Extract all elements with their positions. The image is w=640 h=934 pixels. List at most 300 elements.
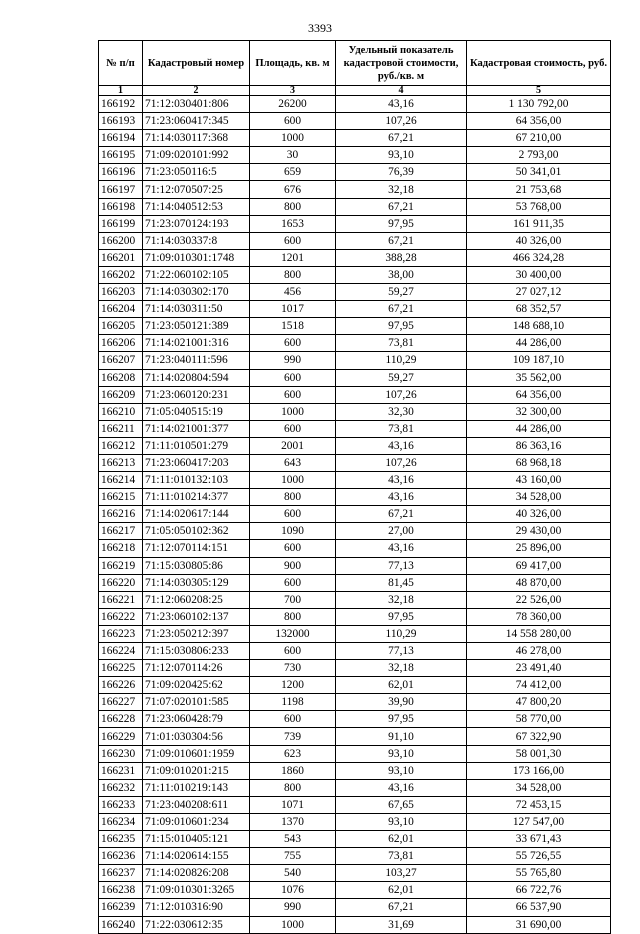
table-row	[99, 266, 611, 283]
cell-row-number: 166240	[99, 916, 143, 933]
cell-area: 600	[250, 386, 336, 403]
table-row	[99, 831, 611, 848]
cell-cadastral-value: 66 537,90	[467, 899, 611, 916]
cell-unit-rate: 77,13	[336, 557, 467, 574]
cell-row-number: 166209	[99, 386, 143, 403]
table-row	[99, 848, 611, 865]
cell-unit-rate: 107,26	[336, 454, 467, 471]
cell-unit-rate: 43,16	[336, 96, 467, 113]
table-row	[99, 301, 611, 318]
cell-unit-rate: 67,21	[336, 506, 467, 523]
cell-cadastral-number: 71:23:050121:389	[143, 318, 250, 335]
cell-row-number: 166198	[99, 198, 143, 215]
cell-unit-rate: 62,01	[336, 882, 467, 899]
cell-cadastral-value: 74 412,00	[467, 677, 611, 694]
table-row	[99, 728, 611, 745]
cell-unit-rate: 76,39	[336, 164, 467, 181]
table-row	[99, 899, 611, 916]
cell-unit-rate: 81,45	[336, 574, 467, 591]
cell-cadastral-value: 67 322,90	[467, 728, 611, 745]
cell-area: 1071	[250, 796, 336, 813]
cell-unit-rate: 43,16	[336, 437, 467, 454]
cell-area: 600	[250, 574, 336, 591]
cell-area: 540	[250, 865, 336, 882]
cell-row-number: 166227	[99, 694, 143, 711]
cell-cadastral-value: 173 166,00	[467, 762, 611, 779]
cell-cadastral-number: 71:09:010201:215	[143, 762, 250, 779]
header-cadastral-value: Кадастровая стоимость, руб.	[467, 41, 611, 86]
cell-area: 1017	[250, 301, 336, 318]
table-row	[99, 181, 611, 198]
cell-cadastral-value: 35 562,00	[467, 369, 611, 386]
cell-row-number: 166192	[99, 96, 143, 113]
cell-cadastral-number: 71:12:010316:90	[143, 899, 250, 916]
cell-area: 800	[250, 198, 336, 215]
table-row	[99, 454, 611, 471]
cell-cadastral-value: 22 526,00	[467, 591, 611, 608]
cell-area: 600	[250, 540, 336, 557]
cell-cadastral-number: 71:05:050102:362	[143, 523, 250, 540]
cell-area: 730	[250, 660, 336, 677]
cell-area: 600	[250, 232, 336, 249]
cell-area: 1000	[250, 472, 336, 489]
cell-row-number: 166201	[99, 249, 143, 266]
table-row	[99, 574, 611, 591]
cell-area: 1370	[250, 813, 336, 830]
cell-cadastral-value: 34 528,00	[467, 779, 611, 796]
cell-cadastral-number: 71:11:010132:103	[143, 472, 250, 489]
cell-area: 26200	[250, 96, 336, 113]
table-row	[99, 164, 611, 181]
cell-cadastral-number: 71:09:010601:234	[143, 813, 250, 830]
cell-row-number: 166232	[99, 779, 143, 796]
cell-cadastral-number: 71:14:021001:377	[143, 420, 250, 437]
cell-row-number: 166220	[99, 574, 143, 591]
cell-cadastral-number: 71:12:070507:25	[143, 181, 250, 198]
table-row	[99, 762, 611, 779]
cell-unit-rate: 32,30	[336, 403, 467, 420]
table-row	[99, 882, 611, 899]
cell-unit-rate: 103,27	[336, 865, 467, 882]
cell-unit-rate: 67,21	[336, 899, 467, 916]
cell-cadastral-number: 71:12:030401:806	[143, 96, 250, 113]
column-number: 4	[336, 86, 467, 96]
cell-area: 600	[250, 369, 336, 386]
table-row	[99, 489, 611, 506]
cell-cadastral-value: 27 027,12	[467, 284, 611, 301]
table-row	[99, 147, 611, 164]
cell-row-number: 166233	[99, 796, 143, 813]
cell-unit-rate: 93,10	[336, 762, 467, 779]
table-row	[99, 677, 611, 694]
cell-cadastral-number: 71:14:030302:170	[143, 284, 250, 301]
cell-cadastral-value: 148 688,10	[467, 318, 611, 335]
cell-area: 600	[250, 113, 336, 130]
cell-unit-rate: 93,10	[336, 147, 467, 164]
cell-unit-rate: 93,10	[336, 813, 467, 830]
cell-cadastral-value: 14 558 280,00	[467, 625, 611, 642]
cell-cadastral-number: 71:07:020101:585	[143, 694, 250, 711]
cell-area: 659	[250, 164, 336, 181]
cell-unit-rate: 67,21	[336, 232, 467, 249]
cell-row-number: 166228	[99, 711, 143, 728]
cell-row-number: 166223	[99, 625, 143, 642]
cell-cadastral-value: 33 671,43	[467, 831, 611, 848]
cell-unit-rate: 59,27	[336, 369, 467, 386]
cell-cadastral-number: 71:05:040515:19	[143, 403, 250, 420]
cell-cadastral-value: 466 324,28	[467, 249, 611, 266]
cell-cadastral-number: 71:09:020101:992	[143, 147, 250, 164]
cell-unit-rate: 59,27	[336, 284, 467, 301]
cell-unit-rate: 73,81	[336, 335, 467, 352]
cell-area: 900	[250, 557, 336, 574]
cell-area: 755	[250, 848, 336, 865]
cell-row-number: 166216	[99, 506, 143, 523]
cell-area: 543	[250, 831, 336, 848]
cell-cadastral-number: 71:23:050212:397	[143, 625, 250, 642]
cell-unit-rate: 107,26	[336, 113, 467, 130]
cell-cadastral-number: 71:14:020804:594	[143, 369, 250, 386]
cell-area: 600	[250, 420, 336, 437]
cell-row-number: 166208	[99, 369, 143, 386]
cell-cadastral-number: 71:23:070124:193	[143, 215, 250, 232]
cell-row-number: 166229	[99, 728, 143, 745]
cell-area: 1518	[250, 318, 336, 335]
cell-row-number: 166222	[99, 608, 143, 625]
column-number: 1	[99, 86, 143, 96]
cell-area: 800	[250, 489, 336, 506]
cell-cadastral-value: 29 430,00	[467, 523, 611, 540]
cell-cadastral-number: 71:14:030305:129	[143, 574, 250, 591]
cell-unit-rate: 110,29	[336, 625, 467, 642]
cell-unit-rate: 107,26	[336, 386, 467, 403]
cell-cadastral-number: 71:14:020826:208	[143, 865, 250, 882]
cell-unit-rate: 97,95	[336, 215, 467, 232]
cell-cadastral-value: 78 360,00	[467, 608, 611, 625]
cell-cadastral-number: 71:12:070114:26	[143, 660, 250, 677]
cell-row-number: 166237	[99, 865, 143, 882]
cell-cadastral-value: 46 278,00	[467, 643, 611, 660]
cell-cadastral-value: 72 453,15	[467, 796, 611, 813]
cell-cadastral-value: 44 286,00	[467, 335, 611, 352]
header-row-number: № п/п	[99, 41, 143, 86]
cell-cadastral-number: 71:15:030805:86	[143, 557, 250, 574]
cell-unit-rate: 67,21	[336, 130, 467, 147]
cell-cadastral-value: 64 356,00	[467, 386, 611, 403]
table-row	[99, 215, 611, 232]
cell-unit-rate: 77,13	[336, 643, 467, 660]
cell-cadastral-value: 40 326,00	[467, 232, 611, 249]
cell-cadastral-number: 71:14:030117:368	[143, 130, 250, 147]
cell-cadastral-value: 58 001,30	[467, 745, 611, 762]
cell-row-number: 166199	[99, 215, 143, 232]
cell-cadastral-number: 71:14:030311:50	[143, 301, 250, 318]
cell-unit-rate: 110,29	[336, 352, 467, 369]
table-row	[99, 96, 611, 113]
cell-row-number: 166224	[99, 643, 143, 660]
table-row	[99, 796, 611, 813]
table-row	[99, 540, 611, 557]
cell-cadastral-number: 71:15:010405:121	[143, 831, 250, 848]
cell-row-number: 166193	[99, 113, 143, 130]
table-row	[99, 506, 611, 523]
cell-cadastral-number: 71:11:010219:143	[143, 779, 250, 796]
cell-row-number: 166206	[99, 335, 143, 352]
cell-cadastral-number: 71:12:060208:25	[143, 591, 250, 608]
table-row	[99, 284, 611, 301]
cell-area: 456	[250, 284, 336, 301]
cell-unit-rate: 43,16	[336, 779, 467, 796]
cell-row-number: 166234	[99, 813, 143, 830]
cell-row-number: 166210	[99, 403, 143, 420]
cell-row-number: 166231	[99, 762, 143, 779]
column-number: 2	[143, 86, 250, 96]
cell-unit-rate: 73,81	[336, 420, 467, 437]
cell-cadastral-value: 30 400,00	[467, 266, 611, 283]
cell-area: 800	[250, 779, 336, 796]
cell-row-number: 166196	[99, 164, 143, 181]
table-row	[99, 916, 611, 933]
cell-area: 2001	[250, 437, 336, 454]
cell-cadastral-value: 55 765,80	[467, 865, 611, 882]
page-number: 3393	[308, 21, 332, 35]
cell-cadastral-number: 71:01:030304:56	[143, 728, 250, 745]
cell-cadastral-number: 71:14:020614:155	[143, 848, 250, 865]
cell-unit-rate: 43,16	[336, 472, 467, 489]
table-row	[99, 523, 611, 540]
header-cadastral-number: Кадастровый номер	[143, 41, 250, 86]
cell-row-number: 166235	[99, 831, 143, 848]
cell-cadastral-value: 31 690,00	[467, 916, 611, 933]
cell-row-number: 166194	[99, 130, 143, 147]
cell-cadastral-value: 32 300,00	[467, 403, 611, 420]
cell-area: 1076	[250, 882, 336, 899]
table-header-row	[99, 41, 611, 86]
cell-area: 600	[250, 506, 336, 523]
cell-cadastral-number: 71:09:010601:1959	[143, 745, 250, 762]
column-number: 5	[467, 86, 611, 96]
table-row	[99, 591, 611, 608]
cell-row-number: 166219	[99, 557, 143, 574]
cell-cadastral-number: 71:14:021001:316	[143, 335, 250, 352]
table-row	[99, 352, 611, 369]
cell-row-number: 166211	[99, 420, 143, 437]
cell-cadastral-number: 71:14:020617:144	[143, 506, 250, 523]
cell-cadastral-number: 71:23:060102:137	[143, 608, 250, 625]
cell-unit-rate: 32,18	[336, 181, 467, 198]
cell-unit-rate: 73,81	[336, 848, 467, 865]
cell-row-number: 166218	[99, 540, 143, 557]
cell-row-number: 166217	[99, 523, 143, 540]
cell-cadastral-number: 71:23:060120:231	[143, 386, 250, 403]
cell-cadastral-value: 47 800,20	[467, 694, 611, 711]
cell-row-number: 166214	[99, 472, 143, 489]
cell-row-number: 166212	[99, 437, 143, 454]
cell-cadastral-value: 53 768,00	[467, 198, 611, 215]
cell-cadastral-number: 71:11:010501:279	[143, 437, 250, 454]
cell-cadastral-value: 66 722,76	[467, 882, 611, 899]
cell-area: 739	[250, 728, 336, 745]
cell-unit-rate: 43,16	[336, 540, 467, 557]
table-row	[99, 813, 611, 830]
cell-cadastral-value: 44 286,00	[467, 420, 611, 437]
table-row	[99, 198, 611, 215]
header-unit-rate: Удельный показатель кадастровой стоимости, руб./кв. м	[336, 41, 467, 86]
table-row	[99, 625, 611, 642]
cell-cadastral-number: 71:22:060102:105	[143, 266, 250, 283]
cell-cadastral-number: 71:11:010214:377	[143, 489, 250, 506]
cell-area: 600	[250, 711, 336, 728]
header-area: Площадь, кв. м	[250, 41, 336, 86]
table-row	[99, 318, 611, 335]
cell-unit-rate: 32,18	[336, 660, 467, 677]
table-row	[99, 369, 611, 386]
cell-area: 1090	[250, 523, 336, 540]
cell-row-number: 166225	[99, 660, 143, 677]
cell-area: 1000	[250, 403, 336, 420]
cell-cadastral-number: 71:23:040111:596	[143, 352, 250, 369]
cell-cadastral-value: 64 356,00	[467, 113, 611, 130]
cell-cadastral-value: 58 770,00	[467, 711, 611, 728]
cell-row-number: 166236	[99, 848, 143, 865]
cell-row-number: 166213	[99, 454, 143, 471]
cell-unit-rate: 67,65	[336, 796, 467, 813]
cell-unit-rate: 67,21	[336, 198, 467, 215]
table-row	[99, 660, 611, 677]
cell-cadastral-value: 55 726,55	[467, 848, 611, 865]
cell-row-number: 166202	[99, 266, 143, 283]
cell-cadastral-number: 71:12:070114:151	[143, 540, 250, 557]
cell-area: 623	[250, 745, 336, 762]
cell-cadastral-value: 40 326,00	[467, 506, 611, 523]
cell-area: 1653	[250, 215, 336, 232]
cell-cadastral-value: 69 417,00	[467, 557, 611, 574]
cell-row-number: 166226	[99, 677, 143, 694]
cell-area: 1000	[250, 130, 336, 147]
cell-cadastral-value: 161 911,35	[467, 215, 611, 232]
cell-area: 676	[250, 181, 336, 198]
cell-row-number: 166204	[99, 301, 143, 318]
table-row	[99, 745, 611, 762]
cell-row-number: 166215	[99, 489, 143, 506]
table-row	[99, 386, 611, 403]
cell-cadastral-value: 86 363,16	[467, 437, 611, 454]
cell-cadastral-number: 71:23:050116:5	[143, 164, 250, 181]
cell-row-number: 166200	[99, 232, 143, 249]
cell-area: 1198	[250, 694, 336, 711]
cell-row-number: 166205	[99, 318, 143, 335]
table-row	[99, 249, 611, 266]
table-row	[99, 113, 611, 130]
cell-area: 800	[250, 608, 336, 625]
cell-cadastral-number: 71:23:040208:611	[143, 796, 250, 813]
cell-unit-rate: 97,95	[336, 608, 467, 625]
cell-unit-rate: 43,16	[336, 489, 467, 506]
cell-cadastral-number: 71:23:060417:345	[143, 113, 250, 130]
cell-cadastral-value: 2 793,00	[467, 147, 611, 164]
cell-unit-rate: 97,95	[336, 711, 467, 728]
cell-cadastral-value: 25 896,00	[467, 540, 611, 557]
cell-cadastral-number: 71:23:060428:79	[143, 711, 250, 728]
cell-unit-rate: 32,18	[336, 591, 467, 608]
cell-row-number: 166207	[99, 352, 143, 369]
cell-row-number: 166203	[99, 284, 143, 301]
cell-cadastral-value: 67 210,00	[467, 130, 611, 147]
table-body	[99, 96, 611, 934]
table-row	[99, 232, 611, 249]
cell-area: 30	[250, 147, 336, 164]
cell-cadastral-value: 50 341,01	[467, 164, 611, 181]
cell-area: 600	[250, 643, 336, 660]
table-row	[99, 335, 611, 352]
cell-row-number: 166197	[99, 181, 143, 198]
cell-unit-rate: 38,00	[336, 266, 467, 283]
table-row	[99, 437, 611, 454]
cell-unit-rate: 388,28	[336, 249, 467, 266]
table-row	[99, 420, 611, 437]
table-row	[99, 130, 611, 147]
cell-cadastral-number: 71:22:030612:35	[143, 916, 250, 933]
cell-area: 990	[250, 352, 336, 369]
cell-cadastral-value: 68 968,18	[467, 454, 611, 471]
cadastral-value-table	[98, 40, 611, 934]
cell-area: 132000	[250, 625, 336, 642]
table-row	[99, 557, 611, 574]
cell-cadastral-value: 109 187,10	[467, 352, 611, 369]
cell-cadastral-value: 34 528,00	[467, 489, 611, 506]
cell-unit-rate: 91,10	[336, 728, 467, 745]
cell-area: 643	[250, 454, 336, 471]
column-number-row	[99, 86, 611, 96]
cell-row-number: 166195	[99, 147, 143, 164]
cell-cadastral-value: 48 870,00	[467, 574, 611, 591]
cell-cadastral-number: 71:09:010301:1748	[143, 249, 250, 266]
cell-cadastral-number: 71:14:040512:53	[143, 198, 250, 215]
cell-row-number: 166239	[99, 899, 143, 916]
cell-unit-rate: 62,01	[336, 677, 467, 694]
cell-cadastral-value: 127 547,00	[467, 813, 611, 830]
table-row	[99, 472, 611, 489]
cell-cadastral-value: 68 352,57	[467, 301, 611, 318]
table-row	[99, 779, 611, 796]
cell-cadastral-value: 43 160,00	[467, 472, 611, 489]
cell-row-number: 166221	[99, 591, 143, 608]
table-row	[99, 403, 611, 420]
cell-area: 1201	[250, 249, 336, 266]
cell-area: 1000	[250, 916, 336, 933]
cell-cadastral-value: 23 491,40	[467, 660, 611, 677]
table-row	[99, 711, 611, 728]
cell-unit-rate: 39,90	[336, 694, 467, 711]
cell-area: 990	[250, 899, 336, 916]
cell-unit-rate: 31,69	[336, 916, 467, 933]
cell-row-number: 166238	[99, 882, 143, 899]
cell-area: 1200	[250, 677, 336, 694]
cell-unit-rate: 97,95	[336, 318, 467, 335]
cell-unit-rate: 62,01	[336, 831, 467, 848]
cell-cadastral-value: 21 753,68	[467, 181, 611, 198]
cell-unit-rate: 93,10	[336, 745, 467, 762]
cell-area: 1860	[250, 762, 336, 779]
cell-cadastral-number: 71:15:030806:233	[143, 643, 250, 660]
cell-area: 600	[250, 335, 336, 352]
cell-cadastral-number: 71:23:060417:203	[143, 454, 250, 471]
table-row	[99, 608, 611, 625]
cell-cadastral-number: 71:09:010301:3265	[143, 882, 250, 899]
cell-cadastral-value: 1 130 792,00	[467, 96, 611, 113]
table-row	[99, 643, 611, 660]
cell-row-number: 166230	[99, 745, 143, 762]
